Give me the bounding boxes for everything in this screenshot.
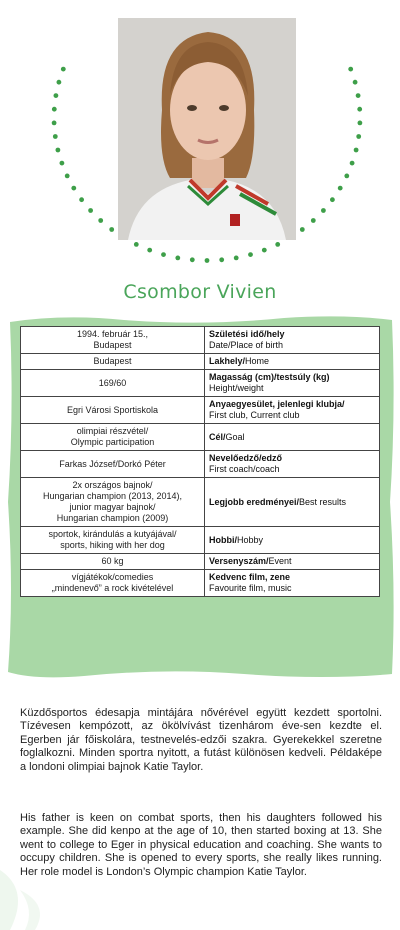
- info-label: [205, 570, 380, 597]
- info-label-bold: Hobbi/: [209, 534, 237, 545]
- ring-dot: [219, 257, 224, 262]
- info-row: [21, 397, 380, 424]
- ring-dot: [53, 134, 58, 139]
- ring-dot: [88, 208, 93, 213]
- bio-english: His father is keen on combat sports, then his daughters followed his example. She did kenpo at the age of 10, then started boxing at 13. She went to college to Eger in physical education and coaching. She wants to occupy children. She is opened to every sports, she really likes running. Her role model is London’s Olympic champion Katie Taylor.: [20, 812, 382, 878]
- ring-dot: [344, 174, 349, 179]
- ring-dot: [56, 148, 61, 153]
- info-label: [205, 527, 380, 554]
- info-label: [205, 370, 380, 397]
- info-label-bold: Születési idő/hely: [209, 329, 285, 339]
- info-label-bold: Lakhely/: [209, 356, 246, 366]
- info-value: [21, 354, 205, 370]
- info-value-line: Hungarian champion (2013, 2014),: [42, 491, 183, 501]
- ring-dot: [356, 93, 361, 98]
- info-label-bold: Nevelőedző/edző: [209, 453, 283, 463]
- ring-dot: [134, 242, 139, 247]
- ring-dot: [234, 256, 239, 261]
- info-value: [21, 478, 205, 527]
- info-value-line: „mindenevő” a rock kivételével: [51, 583, 174, 593]
- info-value-line: 2x országos bajnok/: [72, 480, 153, 490]
- ring-dot: [205, 258, 210, 263]
- corner-leaf-decoration: [0, 850, 70, 930]
- info-value: [21, 527, 205, 554]
- info-label-bold: Versenyszám/: [209, 556, 269, 566]
- info-label: [205, 554, 380, 570]
- info-label: [205, 451, 380, 478]
- info-value: [21, 570, 205, 597]
- info-value: [21, 451, 205, 478]
- ring-dot: [190, 257, 195, 262]
- info-value-line: sportok, kirándulás a kutyájával/: [48, 529, 177, 539]
- portrait-image: [118, 18, 296, 240]
- ring-dot: [52, 107, 57, 112]
- ring-dot: [60, 161, 65, 166]
- info-label: [205, 397, 380, 424]
- info-value: [21, 397, 205, 424]
- info-row: [21, 451, 380, 478]
- info-row: [21, 354, 380, 370]
- ring-dot: [71, 186, 76, 191]
- ring-dot: [357, 107, 362, 112]
- info-row: [21, 570, 380, 597]
- info-label-english: Date/Place of birth: [209, 340, 284, 350]
- info-value: [21, 370, 205, 397]
- info-value: [21, 424, 205, 451]
- ring-dot: [61, 67, 66, 72]
- info-label-english: Home: [245, 356, 270, 366]
- ring-dot: [300, 227, 305, 232]
- ring-dot: [248, 252, 253, 257]
- ring-dot: [356, 134, 361, 139]
- info-value-line: Budapest: [93, 356, 132, 366]
- info-label-english: First club, Current club: [209, 410, 300, 420]
- info-row: [21, 327, 380, 354]
- info-row: [21, 424, 380, 451]
- info-label-english: Event: [268, 556, 292, 566]
- info-value-line: 169/60: [98, 377, 127, 388]
- ring-dot: [79, 197, 84, 202]
- info-value: [21, 327, 205, 354]
- info-label-english: Best results: [299, 496, 347, 507]
- info-value-line: Farkas József/Dorkó Péter: [59, 458, 166, 469]
- info-value-line: sports, hiking with her dog: [60, 540, 165, 550]
- ring-dot: [52, 121, 57, 126]
- ring-dot: [109, 227, 114, 232]
- athlete-photo: [118, 18, 296, 240]
- info-value: [21, 554, 205, 570]
- ring-dot: [330, 197, 335, 202]
- ring-dot: [275, 242, 280, 247]
- athlete-name: Csombor Vivien: [123, 281, 277, 303]
- info-value-line: Olympic participation: [70, 437, 155, 447]
- ring-dot: [98, 218, 103, 223]
- ring-dot: [311, 218, 316, 223]
- info-label: [205, 354, 380, 370]
- ring-dot: [175, 256, 180, 261]
- info-label-bold: Legjobb eredményei/: [209, 496, 300, 507]
- info-row: [21, 554, 380, 570]
- info-value-line: Hungarian champion (2009): [56, 513, 169, 523]
- info-value-line: junior magyar bajnok/: [69, 502, 156, 512]
- info-label-bold: Anyaegyesület, jelenlegi klubja/: [209, 399, 345, 409]
- ring-dot: [358, 121, 363, 126]
- info-label: [205, 478, 380, 527]
- athlete-info-table: [20, 326, 380, 597]
- info-label-bold: Cél/: [209, 431, 226, 442]
- info-row: [21, 527, 380, 554]
- ring-dot: [147, 248, 152, 253]
- info-value-line: olimpiai részvétel/: [76, 426, 149, 436]
- ring-dot: [353, 80, 358, 85]
- ring-dot: [65, 174, 70, 179]
- info-label: [205, 424, 380, 451]
- ring-dot: [54, 93, 59, 98]
- bio-hungarian: Küzdősportos édesapja mintájára nővérével együtt kezdett sportolni. Tízévesen kempózott, az ökölvívást tizenhárom éve-sen kezdte el. Egerben jár főiskolára, testnevelés-edzői szakra. Gyerekekkel szeretne foglalkozni. Minden sportra nyitott, a futást különösen kedveli. Példaképe a londoni olimpiai bajnok Katie Taylor.: [20, 707, 382, 773]
- ring-dot: [348, 67, 353, 72]
- info-label-english: Hobby: [237, 534, 264, 545]
- info-label-english: Goal: [225, 431, 245, 442]
- ring-dot: [262, 248, 267, 253]
- info-label-bold: Kedvenc film, zene: [209, 572, 291, 582]
- ring-dot: [338, 186, 343, 191]
- info-row: [21, 478, 380, 527]
- info-label-english: First coach/coach: [209, 464, 280, 474]
- info-row: [21, 370, 380, 397]
- ring-dot: [354, 148, 359, 153]
- info-value-line: 1994. február 15.,: [76, 329, 149, 339]
- info-value-line: Egri Városi Sportiskola: [66, 404, 159, 415]
- info-label: [205, 327, 380, 354]
- ring-dot: [350, 161, 355, 166]
- info-label-english: Height/weight: [209, 383, 264, 393]
- info-value-line: Budapest: [93, 340, 132, 350]
- info-value-line: vígjátékok/comedies: [71, 572, 154, 582]
- ring-dot: [161, 252, 166, 257]
- info-value-line: 60 kg: [101, 556, 124, 566]
- ring-dot: [321, 208, 326, 213]
- ring-dot: [57, 80, 62, 85]
- info-label-bold: Magasság (cm)/testsúly (kg): [209, 372, 330, 382]
- info-label-english: Favourite film, music: [209, 583, 292, 593]
